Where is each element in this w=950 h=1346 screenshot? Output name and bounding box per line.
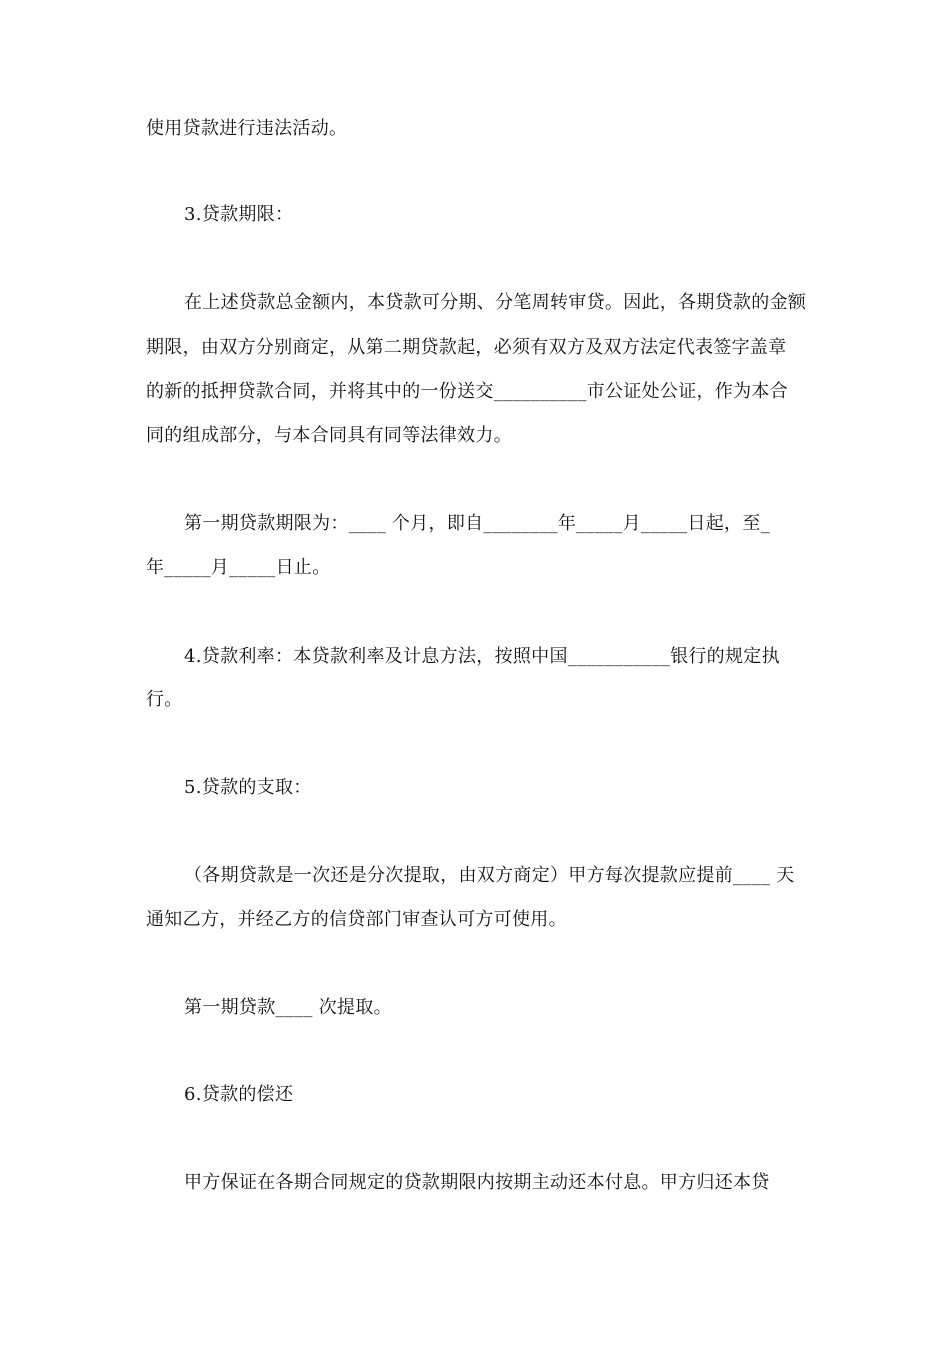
paragraph-line: 甲方保证在各期合同规定的贷款期限内按期主动还本付息。甲方归还本贷 — [184, 1172, 770, 1193]
paragraph-line: 在上述贷款总金额内，本贷款可分期、分笔周转审贷。因此，各期贷款的金额 — [184, 292, 807, 313]
paragraph-line: （各期贷款是一次还是分次提取，由双方商定）甲方每次提款应提前____ 天 — [184, 865, 795, 886]
section-heading: 6.贷款的偿还 — [184, 1084, 294, 1105]
section-heading: 5.贷款的支取： — [184, 777, 312, 798]
paragraph-line: 使用贷款进行违法活动。 — [146, 118, 348, 139]
paragraph-line: 第一期贷款期限为：____ 个月，即自________年_____月_____日起，至_ — [184, 513, 770, 534]
paragraph-line: 第一期贷款____ 次提取。 — [184, 997, 392, 1018]
section-heading: 3.贷款期限： — [184, 204, 294, 225]
paragraph-line: 4.贷款利率：本贷款利率及计息方法，按照中国___________银行的规定执 — [184, 646, 780, 667]
paragraph-line: 期限，由双方分别商定，从第二期贷款起，必须有双方及双方法定代表签字盖章 — [146, 337, 787, 358]
paragraph-line: 行。 — [146, 689, 183, 710]
paragraph-line: 通知乙方，并经乙方的信贷部门审查认可方可使用。 — [146, 909, 567, 930]
paragraph-line: 同的组成部分，与本合同具有同等法律效力。 — [146, 425, 512, 446]
paragraph-line: 的新的抵押贷款合同，并将其中的一份送交__________市公证处公证，作为本合 — [146, 381, 788, 402]
paragraph-line: 年_____月_____日止。 — [146, 557, 331, 578]
